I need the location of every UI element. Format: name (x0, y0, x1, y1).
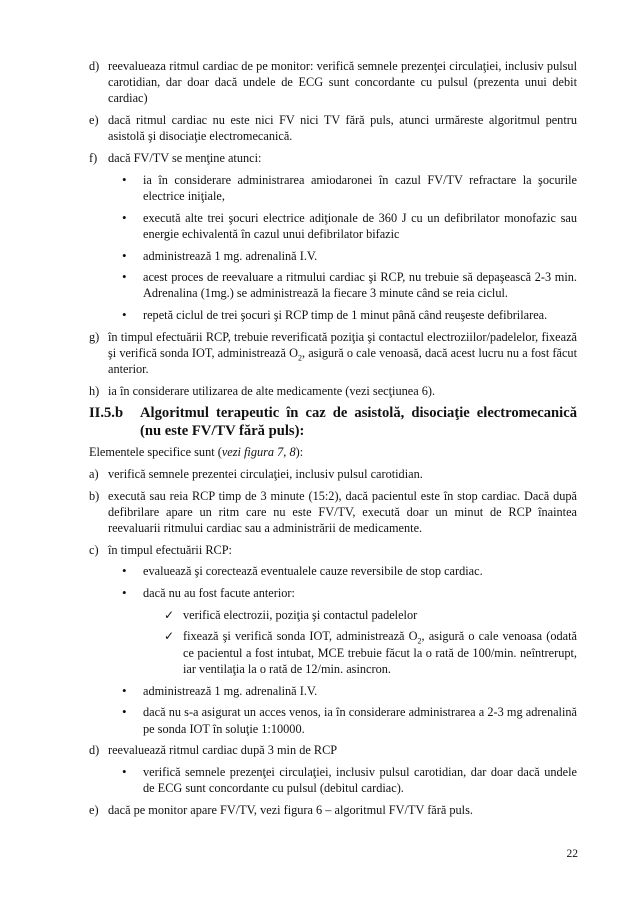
item-text: în timpul efectuării RCP: (108, 542, 232, 557)
bullet-item (89, 683, 577, 699)
bullet-icon: • (122, 171, 127, 187)
item-text (108, 329, 577, 378)
text-part: , asigură o cale venoasa (odată ce pacientul a fost intubat, MCE trebuie făcut la o rată de 100/min. neîntrerupt, iar ventilaţia la o rată de 12/min. asincron. (183, 629, 577, 676)
bullet-icon: • (122, 704, 127, 720)
bullet-icon: • (122, 763, 127, 779)
item-label: e) (89, 802, 99, 817)
checklist-text: verifică electrozii, poziţia şi contactul padelelor (183, 607, 418, 622)
item-label: d) (89, 59, 100, 73)
bullet-text: ia în considerare administrarea amiodaronei în cazul FV/TV refractare la şocurile electrice iniţiale, (143, 172, 577, 203)
bullet-item (89, 248, 577, 264)
list-item-d (89, 58, 577, 107)
bullet-item (89, 307, 577, 323)
bullet-text: dacă nu s-a asigurat un acces venos, ia în considerare administrarea a 2-3 mg adrenalină pe sonda IOT în soluţie 1:10000. (143, 705, 577, 736)
list-item-h (89, 383, 577, 399)
item-label: f) (89, 151, 98, 166)
checklist-item (89, 607, 577, 623)
page-content (89, 58, 577, 824)
checklist-item (89, 628, 577, 677)
bullet-text: repetă ciclul de trei şocuri şi RCP timp de 1 minut până când reuşeste defibrilarea. (143, 308, 548, 323)
list-item-f (89, 150, 577, 166)
item-label: c) (89, 542, 99, 557)
item-text: execută sau reia RCP timp de 3 minute (15:2), dacă pacientul este în stop cardiac. Dacă după defibrilare apare un ritm care nu este FV/TV, execută doar un minut de RCP înaintea reevaluarii ritmului cardiac sau a administrării de medicamente. (108, 488, 577, 535)
bullet-item (89, 704, 577, 736)
bullet-text: evaluează şi corectează eventualele cauze reversibile de stop cardiac. (143, 564, 483, 579)
text-part: în timpul efectuării RCP, trebuie reverificată poziţia şi contactul electroziilor/padelelor, fixează şi verifică sonda IOT, administrează O (108, 329, 577, 361)
item-text: dacă pe monitor apare FV/TV, vezi figura 6 – algoritmul FV/TV fără puls. (108, 802, 473, 817)
intro-paragraph (89, 444, 577, 460)
bullet-item (89, 563, 577, 579)
bullet-icon: • (122, 209, 127, 225)
bullet-text: execută alte trei şocuri electrice adiţionale de 360 J cu un defibrilator monofazic sau energie echivalentă în cazul unui defibrilator bifazic (143, 210, 577, 241)
figure-reference: vezi figura 7, 8 (221, 445, 296, 460)
list-item-b (89, 488, 577, 537)
checkmark-icon: ✓ (164, 607, 175, 622)
page-number: 22 (566, 848, 578, 860)
item-label: h) (89, 383, 100, 398)
text-part: Elementele specifice sunt ( (89, 445, 222, 460)
bullet-text: administrează 1 mg. adrenalină I.V. (143, 683, 318, 698)
list-item-e2 (89, 802, 577, 818)
bullet-icon: • (122, 585, 127, 601)
item-label: d) (89, 743, 100, 758)
bullet-item (89, 764, 577, 796)
text-part: ): (295, 445, 304, 460)
list-item-a (89, 466, 577, 482)
bullet-text: dacă nu au fost facute anterior: (143, 586, 295, 601)
item-label: e) (89, 113, 99, 128)
checkmark-icon: ✓ (164, 629, 175, 644)
item-label: a) (89, 466, 99, 481)
text-part: fixează şi verifică sonda IOT, administrează O (183, 629, 418, 644)
bullet-item (89, 210, 577, 242)
bullet-icon: • (122, 247, 127, 263)
subscript: 2 (417, 636, 422, 646)
section-number: II.5.b (89, 405, 124, 422)
item-text: verifică semnele prezentei circulaţiei, inclusiv pulsul carotidian. (108, 466, 423, 481)
bullet-item (89, 172, 577, 204)
section-title: Algoritmul terapeutic în caz de asistolă, disociaţie electromecanică (nu este FV/TV fără puls): (140, 405, 577, 439)
text-part: , asigură o cale venoasă, dacă acest lucru nu a fost făcut anterior. (108, 346, 577, 377)
subscript: 2 (298, 353, 302, 363)
checklist-text (183, 628, 577, 677)
bullet-item (89, 269, 577, 301)
section-heading (89, 405, 577, 440)
bullet-text: administrează 1 mg. adrenalină I.V. (143, 248, 318, 263)
bullet-icon: • (122, 682, 127, 698)
list-item-c (89, 542, 577, 558)
item-label: g) (89, 329, 100, 344)
bullet-text: verifică semnele prezenţei circulaţiei, inclusiv pulsul carotidian, dar doar dacă undele de ECG sunt concordante cu pulsul (debitul cardiac). (143, 764, 577, 796)
item-text: dacă FV/TV se menţine atunci: (108, 151, 262, 166)
list-item-g (89, 329, 577, 378)
item-text: ia în considerare utilizarea de alte medicamente (vezi secţiunea 6). (108, 383, 436, 398)
bullet-icon: • (122, 563, 127, 579)
item-label: b) (89, 488, 100, 503)
list-item-d2 (89, 742, 577, 758)
list-item-e (89, 112, 577, 144)
bullet-text: acest proces de reevaluare a ritmului cardiac şi RCP, nu trebuie să depaşească 2-3 min. Adrenalina (1mg.) se administrează la fiecare 3 minute când se reia ciclul. (143, 270, 577, 301)
bullet-icon: • (122, 269, 127, 285)
item-text: reevalueaza ritmul cardiac de pe monitor: verifică semnele prezenţei circulaţiei, inclusiv pulsul carotidian, dar doar dacă undele de ECG sunt concordante cu pulsul (prezenta unui debit cardiac) (108, 59, 577, 106)
item-text: dacă ritmul cardiac nu este nici FV nici TV fără puls, atunci urmăreste algoritmul pentru asistolă şi disociaţie electromecanică. (108, 113, 577, 144)
bullet-item (89, 585, 577, 601)
bullet-icon: • (122, 307, 127, 323)
item-text: reevaluează ritmul cardiac după 3 min de RCP (108, 743, 338, 758)
